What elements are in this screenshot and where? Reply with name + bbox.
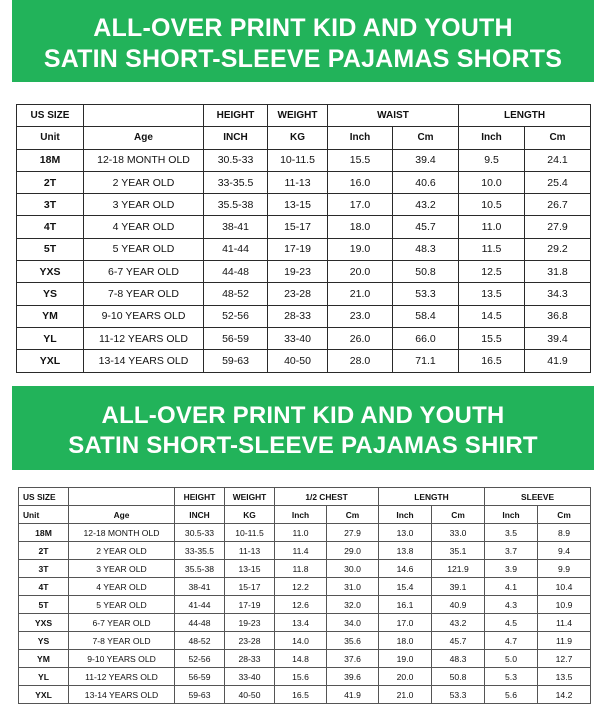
value-cell: 45.7	[393, 216, 459, 238]
header-cell: LENGTH	[459, 105, 591, 127]
value-cell: 20.0	[379, 668, 432, 686]
value-cell: 30.5-33	[175, 524, 225, 542]
header-cell: HEIGHT	[175, 488, 225, 506]
header-cell: LENGTH	[379, 488, 485, 506]
value-cell: 58.4	[393, 305, 459, 327]
age-cell: 9-10 YEARS OLD	[69, 650, 175, 668]
shirt-table-row	[19, 560, 591, 578]
shorts-title-line-2: SATIN SHORT-SLEEVE PAJAMAS SHORTS	[43, 45, 563, 73]
value-cell: 15-17	[225, 578, 275, 596]
value-cell: 11.8	[275, 560, 327, 578]
value-cell: 40-50	[268, 350, 328, 372]
value-cell: 66.0	[393, 327, 459, 349]
value-cell: 10.9	[538, 596, 591, 614]
value-cell: 5.0	[485, 650, 538, 668]
value-cell: 11.0	[275, 524, 327, 542]
value-cell: 13.5	[538, 668, 591, 686]
value-cell: 17-19	[268, 238, 328, 260]
value-cell: 10.5	[459, 194, 525, 216]
value-cell: 13.8	[379, 542, 432, 560]
header-cell	[84, 105, 204, 127]
size-cell: YM	[19, 650, 69, 668]
value-cell: 43.2	[432, 614, 485, 632]
value-cell: 21.0	[379, 686, 432, 704]
header-cell: WEIGHT	[225, 488, 275, 506]
header-cell	[69, 488, 175, 506]
shirt-table-row	[19, 524, 591, 542]
size-cell: YXL	[19, 686, 69, 704]
header-cell: INCH	[204, 127, 268, 149]
value-cell: 11.4	[538, 614, 591, 632]
value-cell: 33-35.5	[204, 171, 268, 193]
value-cell: 17.0	[379, 614, 432, 632]
shorts-table-row	[17, 216, 591, 238]
shorts-table-row	[17, 194, 591, 216]
value-cell: 19.0	[328, 238, 393, 260]
value-cell: 43.2	[393, 194, 459, 216]
shirt-table-row	[19, 686, 591, 704]
age-cell: 5 YEAR OLD	[69, 596, 175, 614]
age-cell: 4 YEAR OLD	[84, 216, 204, 238]
size-cell: YS	[17, 283, 84, 305]
value-cell: 39.1	[432, 578, 485, 596]
shirt-table-row	[19, 668, 591, 686]
value-cell: 33-40	[225, 668, 275, 686]
value-cell: 13-15	[268, 194, 328, 216]
value-cell: 48-52	[175, 632, 225, 650]
shirt-table-row	[19, 542, 591, 560]
size-cell: 4T	[17, 216, 84, 238]
shorts-table-row	[17, 171, 591, 193]
value-cell: 52-56	[204, 305, 268, 327]
value-cell: 41-44	[204, 238, 268, 260]
value-cell: 44-48	[175, 614, 225, 632]
size-cell: 18M	[19, 524, 69, 542]
value-cell: 8.9	[538, 524, 591, 542]
value-cell: 18.0	[379, 632, 432, 650]
size-cell: 4T	[19, 578, 69, 596]
value-cell: 16.1	[379, 596, 432, 614]
value-cell: 35.5-38	[204, 194, 268, 216]
value-cell: 16.0	[328, 171, 393, 193]
value-cell: 12.6	[275, 596, 327, 614]
value-cell: 23-28	[225, 632, 275, 650]
value-cell: 18.0	[328, 216, 393, 238]
value-cell: 32.0	[327, 596, 379, 614]
value-cell: 39.4	[525, 327, 591, 349]
size-cell: 3T	[17, 194, 84, 216]
value-cell: 41.9	[327, 686, 379, 704]
value-cell: 14.8	[275, 650, 327, 668]
shorts-table-row	[17, 238, 591, 260]
value-cell: 9.5	[459, 149, 525, 171]
value-cell: 14.5	[459, 305, 525, 327]
value-cell: 10-11.5	[268, 149, 328, 171]
value-cell: 59-63	[175, 686, 225, 704]
value-cell: 24.1	[525, 149, 591, 171]
value-cell: 39.6	[327, 668, 379, 686]
header-cell: Inch	[328, 127, 393, 149]
value-cell: 27.9	[327, 524, 379, 542]
shirt-table-body	[19, 524, 591, 704]
shirt-table-row	[19, 632, 591, 650]
value-cell: 41-44	[175, 596, 225, 614]
size-cell: YL	[19, 668, 69, 686]
shirt-header-row-1	[19, 488, 591, 506]
value-cell: 45.7	[432, 632, 485, 650]
shorts-table-row	[17, 283, 591, 305]
value-cell: 12.5	[459, 261, 525, 283]
value-cell: 26.0	[328, 327, 393, 349]
value-cell: 121.9	[432, 560, 485, 578]
header-cell: Inch	[459, 127, 525, 149]
header-cell: HEIGHT	[204, 105, 268, 127]
value-cell: 31.0	[327, 578, 379, 596]
header-cell: Inch	[275, 506, 327, 524]
header-cell: INCH	[175, 506, 225, 524]
value-cell: 27.9	[525, 216, 591, 238]
value-cell: 4.1	[485, 578, 538, 596]
value-cell: 35.6	[327, 632, 379, 650]
value-cell: 19-23	[268, 261, 328, 283]
header-cell: 1/2 CHEST	[275, 488, 379, 506]
value-cell: 4.7	[485, 632, 538, 650]
header-cell: US SIZE	[17, 105, 84, 127]
value-cell: 11.4	[275, 542, 327, 560]
value-cell: 53.3	[393, 283, 459, 305]
shorts-size-table	[16, 104, 591, 373]
value-cell: 23-28	[268, 283, 328, 305]
value-cell: 48-52	[204, 283, 268, 305]
value-cell: 30.5-33	[204, 149, 268, 171]
age-cell: 5 YEAR OLD	[84, 238, 204, 260]
value-cell: 15-17	[268, 216, 328, 238]
shirt-title-banner	[12, 386, 594, 470]
value-cell: 30.0	[327, 560, 379, 578]
value-cell: 15.4	[379, 578, 432, 596]
value-cell: 56-59	[175, 668, 225, 686]
header-cell: Cm	[327, 506, 379, 524]
value-cell: 12.2	[275, 578, 327, 596]
value-cell: 34.3	[525, 283, 591, 305]
size-cell: YM	[17, 305, 84, 327]
header-cell: Inch	[485, 506, 538, 524]
value-cell: 71.1	[393, 350, 459, 372]
value-cell: 23.0	[328, 305, 393, 327]
size-cell: 5T	[17, 238, 84, 260]
value-cell: 38-41	[204, 216, 268, 238]
value-cell: 15.5	[459, 327, 525, 349]
value-cell: 48.3	[432, 650, 485, 668]
age-cell: 11-12 YEARS OLD	[84, 327, 204, 349]
value-cell: 59-63	[204, 350, 268, 372]
value-cell: 33.0	[432, 524, 485, 542]
value-cell: 17-19	[225, 596, 275, 614]
value-cell: 34.0	[327, 614, 379, 632]
value-cell: 13.5	[459, 283, 525, 305]
value-cell: 38-41	[175, 578, 225, 596]
value-cell: 16.5	[275, 686, 327, 704]
shorts-table-row	[17, 350, 591, 372]
value-cell: 16.5	[459, 350, 525, 372]
size-cell: YXS	[19, 614, 69, 632]
shirt-table-row	[19, 614, 591, 632]
age-cell: 7-8 YEAR OLD	[84, 283, 204, 305]
value-cell: 36.8	[525, 305, 591, 327]
value-cell: 4.5	[485, 614, 538, 632]
shirt-title-line-2: SATIN SHORT-SLEEVE PAJAMAS SHIRT	[68, 432, 538, 459]
value-cell: 37.6	[327, 650, 379, 668]
shirt-table-row	[19, 650, 591, 668]
value-cell: 52-56	[175, 650, 225, 668]
age-cell: 6-7 YEAR OLD	[69, 614, 175, 632]
header-cell: Cm	[432, 506, 485, 524]
value-cell: 19.0	[379, 650, 432, 668]
shorts-header-row-1	[17, 105, 591, 127]
age-cell: 9-10 YEARS OLD	[84, 305, 204, 327]
age-cell: 3 YEAR OLD	[69, 560, 175, 578]
value-cell: 48.3	[393, 238, 459, 260]
value-cell: 17.0	[328, 194, 393, 216]
shorts-table-body	[17, 149, 591, 372]
value-cell: 20.0	[328, 261, 393, 283]
value-cell: 11.0	[459, 216, 525, 238]
value-cell: 10.0	[459, 171, 525, 193]
value-cell: 50.8	[432, 668, 485, 686]
value-cell: 11-13	[225, 542, 275, 560]
value-cell: 11.5	[459, 238, 525, 260]
header-cell: Cm	[525, 127, 591, 149]
value-cell: 40.6	[393, 171, 459, 193]
value-cell: 3.7	[485, 542, 538, 560]
value-cell: 10.4	[538, 578, 591, 596]
value-cell: 50.8	[393, 261, 459, 283]
age-cell: 3 YEAR OLD	[84, 194, 204, 216]
header-cell: KG	[268, 127, 328, 149]
shorts-table-row	[17, 327, 591, 349]
value-cell: 10-11.5	[225, 524, 275, 542]
value-cell: 31.8	[525, 261, 591, 283]
value-cell: 15.6	[275, 668, 327, 686]
value-cell: 28.0	[328, 350, 393, 372]
value-cell: 44-48	[204, 261, 268, 283]
value-cell: 40-50	[225, 686, 275, 704]
value-cell: 35.1	[432, 542, 485, 560]
size-cell: 3T	[19, 560, 69, 578]
header-cell: WAIST	[328, 105, 459, 127]
age-cell: 6-7 YEAR OLD	[84, 261, 204, 283]
value-cell: 25.4	[525, 171, 591, 193]
age-cell: 11-12 YEARS OLD	[69, 668, 175, 686]
size-cell: 5T	[19, 596, 69, 614]
value-cell: 5.3	[485, 668, 538, 686]
value-cell: 40.9	[432, 596, 485, 614]
header-cell: Unit	[19, 506, 69, 524]
value-cell: 26.7	[525, 194, 591, 216]
size-cell: YL	[17, 327, 84, 349]
shorts-table-row	[17, 149, 591, 171]
header-cell: SLEEVE	[485, 488, 591, 506]
age-cell: 12-18 MONTH OLD	[84, 149, 204, 171]
value-cell: 11.9	[538, 632, 591, 650]
value-cell: 14.6	[379, 560, 432, 578]
header-cell: Cm	[538, 506, 591, 524]
value-cell: 29.0	[327, 542, 379, 560]
value-cell: 13-15	[225, 560, 275, 578]
header-cell: Age	[69, 506, 175, 524]
value-cell: 41.9	[525, 350, 591, 372]
value-cell: 4.3	[485, 596, 538, 614]
value-cell: 14.0	[275, 632, 327, 650]
age-cell: 13-14 YEARS OLD	[84, 350, 204, 372]
size-cell: 18M	[17, 149, 84, 171]
header-cell: Inch	[379, 506, 432, 524]
value-cell: 13.4	[275, 614, 327, 632]
value-cell: 33-40	[268, 327, 328, 349]
age-cell: 13-14 YEARS OLD	[69, 686, 175, 704]
value-cell: 14.2	[538, 686, 591, 704]
value-cell: 28-33	[225, 650, 275, 668]
shorts-table-row	[17, 305, 591, 327]
shirt-table-row	[19, 596, 591, 614]
header-cell: Cm	[393, 127, 459, 149]
size-cell: 2T	[17, 171, 84, 193]
value-cell: 33-35.5	[175, 542, 225, 560]
value-cell: 11-13	[268, 171, 328, 193]
value-cell: 29.2	[525, 238, 591, 260]
header-cell: Unit	[17, 127, 84, 149]
shorts-title-line-1: ALL-OVER PRINT KID AND YOUTH	[93, 14, 513, 42]
age-cell: 2 YEAR OLD	[84, 171, 204, 193]
value-cell: 9.4	[538, 542, 591, 560]
size-cell: 2T	[19, 542, 69, 560]
shirt-title-line-1: ALL-OVER PRINT KID AND YOUTH	[101, 402, 505, 429]
age-cell: 4 YEAR OLD	[69, 578, 175, 596]
value-cell: 21.0	[328, 283, 393, 305]
size-cell: YXL	[17, 350, 84, 372]
size-cell: YXS	[17, 261, 84, 283]
value-cell: 9.9	[538, 560, 591, 578]
value-cell: 28-33	[268, 305, 328, 327]
age-cell: 7-8 YEAR OLD	[69, 632, 175, 650]
header-cell: Age	[84, 127, 204, 149]
value-cell: 12.7	[538, 650, 591, 668]
value-cell: 3.5	[485, 524, 538, 542]
shirt-size-table	[18, 487, 591, 704]
value-cell: 53.3	[432, 686, 485, 704]
size-cell: YS	[19, 632, 69, 650]
shorts-table-row	[17, 261, 591, 283]
header-cell: US SIZE	[19, 488, 69, 506]
value-cell: 13.0	[379, 524, 432, 542]
value-cell: 19-23	[225, 614, 275, 632]
age-cell: 2 YEAR OLD	[69, 542, 175, 560]
value-cell: 15.5	[328, 149, 393, 171]
header-cell: KG	[225, 506, 275, 524]
value-cell: 39.4	[393, 149, 459, 171]
value-cell: 5.6	[485, 686, 538, 704]
age-cell: 12-18 MONTH OLD	[69, 524, 175, 542]
value-cell: 56-59	[204, 327, 268, 349]
shirt-table-row	[19, 578, 591, 596]
shirt-header-row-2	[19, 506, 591, 524]
value-cell: 3.9	[485, 560, 538, 578]
value-cell: 35.5-38	[175, 560, 225, 578]
shorts-header-row-2	[17, 127, 591, 149]
shorts-title-banner	[12, 0, 594, 82]
header-cell: WEIGHT	[268, 105, 328, 127]
